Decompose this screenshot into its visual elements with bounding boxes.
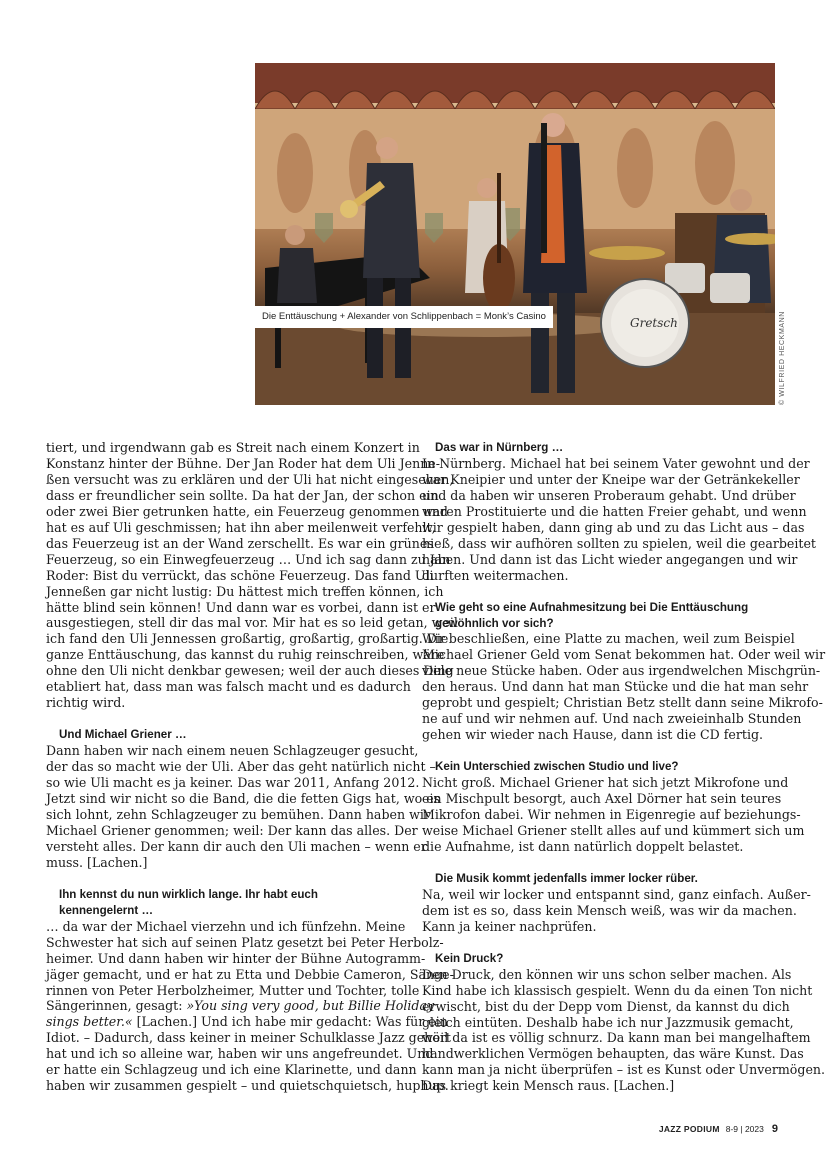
- text-line: muss. [Lachen.]: [46, 854, 148, 870]
- text-line: ne auf und wir nehmen auf. Und nach zweieinhalb Stunden: [422, 711, 802, 727]
- question-studio-live: Kein Unterschied zwischen Studio und live?: [435, 760, 679, 774]
- text-line: ohne den Uli nicht denkbar gewesen; weil der auch dieses Ding: [46, 663, 454, 679]
- text-line: ich fand den Uli Jennessen großartig, großartig, großartig. Die: [46, 631, 449, 647]
- question-recording-session: [422, 600, 774, 632]
- text-line: … da war der Michael vierzehn und ich fünfzehn. Meine: [46, 918, 406, 934]
- text-line: erwischt, bist du der Depp vom Dienst, da kannst du dich: [422, 998, 790, 1014]
- text-line: geprobt und gespielt; Christian Betz stellt dann seine Mikrofo-: [422, 695, 823, 711]
- text-line: Kind habe ich klassisch gespielt. Wenn du da einen Ton nicht: [422, 982, 813, 998]
- text-line: der das so macht wie der Uli. Aber das geht natürlich nicht –: [46, 759, 436, 775]
- concert-photo-illustration: [255, 63, 775, 405]
- text-fragment: Sängerinnen, gesagt:: [46, 998, 187, 1014]
- text-line: hieß, dass wir aufhören sollten zu spielen, weil die gearbeitet: [422, 535, 816, 551]
- text-line: Jetzt sind wir nicht so die Band, die die fetten Gigs hat, wo es: [46, 791, 441, 807]
- text-line: Michael Griener genommen; weil: Der kann das alles. Der: [46, 822, 418, 838]
- drum-brand-label: Gretsch: [630, 316, 678, 330]
- text-line: weise Michael Griener stellt alles auf und kümmert sich um: [422, 822, 805, 838]
- text-line: jäger gemacht, und er hat zu Etta und Debbie Cameron, Sänge-: [46, 966, 454, 982]
- text-line: etabliert hat, dass man was falsch macht und es dadurch: [46, 679, 411, 695]
- text-line: ausgestiegen, stell dir das mal vor. Mir hat es so leid getan, weil: [46, 615, 458, 631]
- answer-studio-live: [422, 775, 805, 855]
- text-line: durften weitermachen.: [422, 567, 569, 583]
- text-line: weil da ist es völlig schnurz. Da kann man bei mangelhaftem: [422, 1030, 811, 1046]
- text-line: Jennеßen gar nicht lustig: Du hättest mich treffen können, ich: [46, 583, 444, 599]
- text-line: Michael Griener Geld vom Senat bekommen hat. Oder weil wir: [422, 647, 826, 663]
- left-column: [46, 440, 458, 1094]
- text-line: Nicht groß. Michael Griener hat sich jetzt Mikrofone und: [422, 775, 789, 791]
- pianist: [285, 225, 305, 245]
- text-line: haben. Und dann ist das Licht wieder angegangen und wir: [422, 551, 798, 567]
- text-line: Kann ja keiner nachprüfen.: [422, 918, 597, 934]
- text-line: richtig wird.: [46, 695, 126, 711]
- concert-photo: [255, 63, 775, 405]
- answer-no-pressure: [422, 966, 826, 1095]
- text-line: wir gespielt haben, dann ging ab und zu das Licht aus – das: [422, 519, 805, 535]
- text-line: die Aufnahme, ist dann natürlich doppelt belastet.: [422, 838, 744, 854]
- text-line: so wie Uli macht es ja keiner. Das war 2011, Anfang 2012.: [46, 775, 420, 791]
- text-line: heimer. Und dann haben wir hinter der Bühne Autogramm-: [46, 950, 426, 966]
- text-line: Konstanz hinter der Bühne. Der Jan Roder hat dem Uli Jenne-: [46, 455, 441, 471]
- text-line: Wir beschließen, eine Platte zu machen, weil zum Beispiel: [422, 631, 795, 647]
- text-line: gleich eintüten. Deshalb habe ich nur Jazzmusik gemacht,: [422, 1014, 794, 1030]
- quote-fragment: »You sing very good, but Billie Holiday: [186, 998, 435, 1014]
- text-line: ßen versucht was zu erklären und der Uli hat nicht eingesehen,: [46, 471, 454, 487]
- text-line: den heraus. Und dann hat man Stücke und die hat man sehr: [422, 679, 809, 695]
- text-line: ein Mischpult besorgt, auch Axel Dörner hat sein teures: [422, 791, 782, 807]
- answer-recording-session: [422, 631, 826, 743]
- text-line: dem ist es so, dass kein Mensch weiß, was wir da machen.: [422, 902, 797, 918]
- page-number: 9: [771, 1123, 778, 1135]
- photo-caption: Die Enttäuschung + Alexander von Schlippenbach = Monk’s Casino: [255, 306, 553, 328]
- question-line: kennengelernt …: [59, 903, 154, 917]
- text-line: Feuerzeug, so ein Einwegfeuerzeug … Und ich sag dann zu Jan: [46, 551, 451, 567]
- text-line: hat es auf Uli geschmissen; hat ihn aber meilenweit verfehlt,: [46, 519, 436, 535]
- text-line: Idiot. – Dadurch, dass keiner in meiner Schulklasse Jazz gehört: [46, 1030, 451, 1046]
- question-line: Wie geht so eine Aufnahmesitzung bei Die Enttäuschung: [435, 600, 749, 614]
- text-line: er hatte ein Schlagzeug und ich eine Klarinette, und dann: [46, 1062, 417, 1078]
- question-line: Ihn kennst du nun wirklich lange. Ihr habt euch: [59, 887, 318, 901]
- text-line: tiert, und irgendwann gab es Streit nach einem Konzert in: [46, 440, 420, 455]
- question-known-long: [46, 887, 402, 919]
- text-line: viele neue Stücke haben. Oder aus irgendwelchen Mischgrün-: [422, 663, 821, 679]
- text-line: Den Druck, den können wir uns schon selber machen. Als: [422, 966, 792, 982]
- answer-michael-griener: [46, 743, 441, 871]
- text-line: versteht alles. Der kann dir auch den Uli machen – wenn er: [46, 838, 427, 854]
- text-line: haben wir zusammen gespielt – und quietschquietsch, huphup.: [46, 1078, 449, 1094]
- question-line: gewöhnlich vor sich?: [435, 616, 554, 630]
- text-line: [46, 998, 435, 1014]
- text-line: waren Prostituierte und die hatten Freier gehabt, und wenn: [422, 503, 807, 519]
- answer-nuernberg: [422, 455, 816, 584]
- question-music-relaxed: Die Musik kommt jedenfalls immer locker rüber.: [435, 871, 698, 885]
- question-nuernberg: Das war in Nürnberg …: [435, 441, 564, 454]
- quote-fragment: sings better.«: [46, 1014, 133, 1030]
- issue-label: 8-9 | 2023: [725, 1124, 764, 1134]
- text-line: In Nürnberg. Michael hat bei seinem Vater gewohnt und der: [422, 455, 810, 471]
- text-fragment: [Lachen.] Und ich habe mir gedacht: Was für ein: [132, 1014, 448, 1030]
- text-line: Dann haben wir nach einem neuen Schlagzeuger gesucht,: [46, 743, 419, 759]
- text-line: ganze Enttäuschung, das kannst du ruhig reinschreiben, wäre: [46, 647, 445, 663]
- text-line: rinnen von Peter Herbolzheimer, Mutter und Tochter, tolle: [46, 982, 420, 998]
- text-line: [46, 1014, 448, 1030]
- text-line: hat und ich so alleine war, haben wir uns angefreundet. Und: [46, 1046, 434, 1062]
- intro-paragraph: [46, 440, 458, 711]
- magazine-name: JAZZ PODIUM: [658, 1124, 720, 1134]
- text-line: gehen wir wieder nach Hause, dann ist die CD fertig.: [422, 727, 764, 743]
- text-line: sich lohnt, zehn Schlagzeuger zu bemühen. Dann haben wir: [46, 806, 430, 822]
- text-line: Na, weil wir locker und entspannt sind, ganz einfach. Außer-: [422, 886, 811, 902]
- text-line: dass er freundlicher sein sollte. Da hat der Jan, der schon ein: [46, 487, 439, 503]
- photo-credit: © WILFRIED HECKMANN: [779, 311, 786, 405]
- text-line: war Kneipier und unter der Kneipe war der Getränkekeller: [422, 471, 800, 487]
- text-line: das Feuerzeug ist an der Wand zerschellt. Es war ein grünes: [46, 535, 434, 551]
- text-line: Roder: Bist du verrückt, das schöne Feuerzeug. Das fand Uli: [46, 567, 434, 583]
- page-footer: [659, 1123, 778, 1135]
- answer-known-long: [46, 918, 454, 1094]
- text-line: handwerklichen Vermögen behaupten, das wäre Kunst. Das: [422, 1046, 804, 1062]
- text-line: Schwester hat sich auf seinen Platz gesetzt bei Peter Herbolz-: [46, 934, 444, 950]
- right-column: [422, 440, 826, 1094]
- answer-music-relaxed: [422, 886, 811, 935]
- question-no-pressure: Kein Druck?: [435, 951, 504, 965]
- text-line: hätte blind sein können! Und dann war es vorbei, dann ist er: [46, 599, 436, 615]
- question-michael-griener: Und Michael Griener …: [59, 728, 187, 742]
- text-line: kann man ja nicht überprüfen – ist es Kunst oder Unvermögen.: [422, 1062, 826, 1078]
- text-line: oder zwei Bier getrunken hatte, ein Feuerzeug genommen und: [46, 503, 448, 519]
- text-line: Mikrofon dabei. Wir nehmen in Eigenregie auf beziehungs-: [422, 807, 801, 823]
- text-line: Das kriegt kein Mensch raus. [Lachen.]: [422, 1078, 675, 1094]
- text-line: und da haben wir unseren Proberaum gehabt. Und drüber: [422, 487, 796, 503]
